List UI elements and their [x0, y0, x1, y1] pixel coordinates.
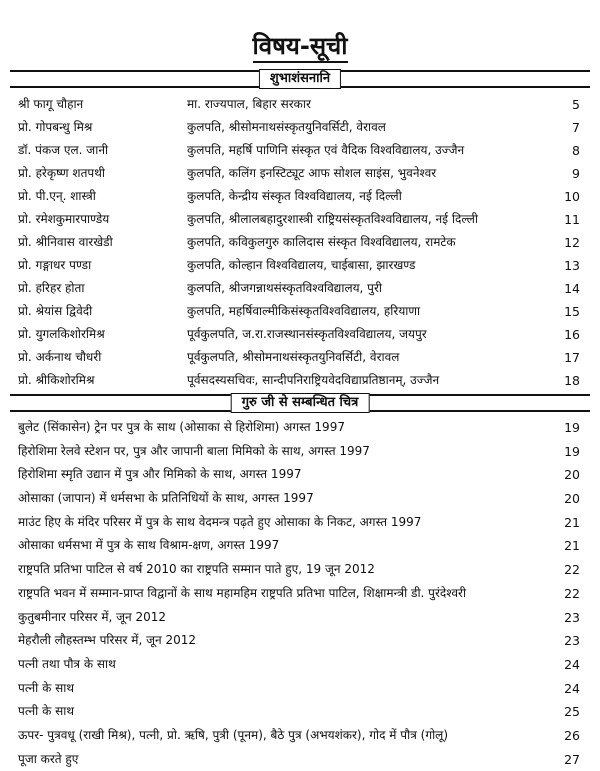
entry-page-number: 22: [564, 562, 580, 578]
entry-page-number: 16: [564, 327, 580, 342]
entry-description: पूर्वसदस्यसचिवः, सान्दीपनिराष्ट्रियवेदविद्याप्रतिष्ठानम्, उज्जैन: [187, 373, 440, 387]
list-item: [10, 185, 590, 208]
list-item: [10, 116, 590, 139]
entry-text: पत्नी तथा पौत्र के साथ: [18, 656, 116, 671]
page-title-text: विषय-सूची: [253, 32, 348, 63]
entry-page-number: 9: [572, 166, 580, 181]
list-item: [10, 653, 590, 677]
entry-page-number: 21: [564, 514, 580, 530]
list-item: [10, 534, 590, 558]
entry-text: कुतुबमीनार परिसर में, जून 2012: [18, 609, 167, 624]
entry-name: प्रो. गङ्गाधर पण्डा: [18, 258, 92, 272]
entry-text: माउंट हिए के मंदिर परिसर में पुत्र के साथ वेदमन्त्र पढ़ते हुए ओसाका के निकट, अगस्त 1997: [18, 514, 422, 529]
list-item: [10, 748, 590, 771]
entry-name: प्रो. हरिहर होता: [18, 281, 85, 295]
entry-description: मा. राज्यपाल, बिहार सरकार: [187, 97, 311, 111]
entry-text: बुलेट (सिंकासेन) ट्रेन पर पुत्र के साथ (ओसाका से हिरोशिमा) अगस्त 1997: [18, 420, 345, 434]
entry-description: पूर्वकुलपति, ज.रा.राजस्थानसंस्कृतविश्वविद्यालय, जयपुर: [187, 327, 427, 341]
entry-page-number: 17: [564, 350, 580, 365]
section-heading-bar: [10, 394, 590, 412]
list-item: [10, 677, 590, 701]
list-item: [10, 700, 590, 724]
entry-page-number: 26: [564, 727, 580, 743]
list-item: [10, 277, 590, 300]
entry-description: कुलपति, श्रीलालबहादुरशास्त्री राष्ट्रियसंस्कृतविश्वविद्यालय, नई दिल्ली: [187, 212, 478, 226]
entry-page-number: 15: [564, 304, 580, 319]
list-item: [10, 440, 590, 464]
list-item: [10, 487, 590, 511]
entry-page-number: 20: [564, 491, 580, 507]
entry-text: पत्नी के साथ: [18, 704, 75, 719]
entry-text: हिरोशिमा रेलवे स्टेशन पर, पुत्र और जापानी बाला मिमिको के साथ, अगस्त 1997: [18, 443, 370, 458]
section-heading: गुरु जी से सम्बन्धित चित्र: [231, 393, 370, 413]
entry-page-number: 10: [564, 189, 580, 204]
section-list-felicitations: [10, 93, 590, 392]
entry-page-number: 25: [564, 704, 580, 720]
entry-page-number: 24: [564, 680, 580, 696]
list-item: [10, 346, 590, 369]
entry-page-number: 11: [564, 212, 580, 227]
list-item: [10, 300, 590, 323]
entry-text: ओसाका धर्मसभा में पुत्र के साथ विश्राम-क्षण, अगस्त 1997: [18, 538, 280, 553]
entry-page-number: 8: [572, 143, 580, 158]
entry-page-number: 12: [564, 235, 580, 250]
entry-page-number: 23: [564, 609, 580, 625]
entry-page-number: 20: [564, 467, 580, 483]
entry-text: मेहरौली लौहस्तम्भ परिसर में, जून 2012: [18, 633, 196, 648]
entry-name: प्रो. युगलकिशोरमिश्र: [18, 327, 105, 341]
entry-text: राष्ट्रपति प्रतिभा पाटिल से वर्ष 2010 का राष्ट्रपति सम्मान पाते हुए, 19 जून 2012: [18, 562, 375, 577]
entry-name: डॉ. पंकज एल. जानी: [18, 143, 109, 157]
entry-text: ऊपर- पुत्रवधू (राखी मिश्र), पत्नी, प्रो. ऋषि, पुत्री (पूनम), बैठे पुत्र (अभयशंकर), गोद में पौत्र (गोलू): [18, 727, 449, 742]
entry-name: प्रो. हरेकृष्ण शतपथी: [18, 166, 106, 180]
entry-text: हिरोशिमा स्मृति उद्यान में पुत्र और मिमिको के साथ, अगस्त 1997: [18, 467, 302, 482]
list-item: [10, 369, 590, 392]
entry-description: कुलपति, कोल्हान विश्वविद्यालय, चाईबासा, झारखण्ड: [187, 258, 416, 272]
entry-text: राष्ट्रपति भवन में सम्मान-प्राप्त विद्वानों के साथ महामहिम राष्ट्रपति प्रतिभा पाटिल, शिक्षामन्त्री डी. पुरंदेश्वरी: [18, 585, 467, 600]
entry-page-number: 14: [564, 281, 580, 296]
entry-text: पूजा करते हुए: [18, 751, 79, 766]
entry-name: श्री फागू चौहान: [18, 97, 84, 111]
entry-name: प्रो. श्रीनिवास वारखेडी: [18, 235, 113, 249]
entry-description: कुलपति, श्रीसोमनाथसंस्कृतयुनिवर्सिटी, वेरावल: [187, 120, 386, 134]
section-heading: शुभाशंसनानि: [259, 69, 341, 89]
entry-page-number: 5: [572, 97, 580, 112]
page-title: [10, 0, 590, 66]
entry-name: प्रो. पी.एन्. शास्त्री: [18, 189, 96, 203]
entry-page-number: 19: [564, 443, 580, 459]
list-item: [10, 416, 590, 440]
entry-page-number: 27: [564, 751, 580, 767]
entry-page-number: 18: [564, 373, 580, 388]
entry-name: प्रो. अर्कनाथ चौधरी: [18, 350, 102, 364]
list-item: [10, 558, 590, 582]
list-item: [10, 139, 590, 162]
entry-description: कुलपति, कविकुलगुरु कालिदास संस्कृत विश्वविद्यालय, रामटेक: [187, 235, 456, 249]
entry-page-number: 22: [564, 585, 580, 601]
list-item: [10, 323, 590, 346]
list-item: [10, 724, 590, 748]
list-item: [10, 463, 590, 487]
entry-page-number: 24: [564, 656, 580, 672]
section-heading-bar: [10, 70, 590, 88]
list-item: [10, 162, 590, 185]
entry-text: ओसाका (जापान) में धर्मसभा के प्रतिनिधियों के साथ, अगस्त 1997: [18, 491, 314, 506]
entry-page-number: 7: [572, 120, 580, 135]
entry-description: कुलपति, कलिंग इनस्टिट्यूट आफ सोशल साइंस, भुवनेश्वर: [187, 166, 437, 180]
list-item: [10, 582, 590, 606]
entry-description: कुलपति, महर्षिवाल्मीकिसंस्कृतविश्वविद्यालय, हरियाणा: [187, 304, 421, 318]
entry-name: प्रो. श्रीकिशोरमिश्र: [18, 373, 95, 387]
entry-page-number: 21: [564, 538, 580, 554]
list-item: [10, 629, 590, 653]
section-list-photos: [10, 416, 590, 771]
entry-description: कुलपति, श्रीजगन्नाथसंस्कृतविश्वविद्यालय, पुरी: [187, 281, 383, 295]
list-item: [10, 93, 590, 116]
entry-name: प्रो. श्रेयांस द्विवेदी: [18, 304, 93, 318]
entry-description: कुलपति, केन्द्रीय संस्कृत विश्वविद्यालय, नई दिल्ली: [187, 189, 402, 203]
entry-name: प्रो. रमेशकुमारपाण्डेय: [18, 212, 110, 226]
list-item: [10, 208, 590, 231]
entry-text: पत्नी के साथ: [18, 680, 75, 695]
list-item: [10, 254, 590, 277]
entry-description: पूर्वकुलपति, श्रीसोमनाथसंस्कृतयुनिवर्सिटी, वेरावल: [187, 350, 400, 364]
entry-page-number: 19: [564, 420, 580, 435]
list-item: [10, 606, 590, 630]
entry-name: प्रो. गोपबन्धु मिश्र: [18, 120, 93, 134]
entry-description: कुलपति, महर्षि पाणिनि संस्कृत एवं वैदिक विश्वविद्यालय, उज्जैन: [187, 143, 465, 157]
entry-page-number: 13: [564, 258, 580, 273]
list-item: [10, 231, 590, 254]
list-item: [10, 511, 590, 535]
entry-page-number: 23: [564, 633, 580, 649]
